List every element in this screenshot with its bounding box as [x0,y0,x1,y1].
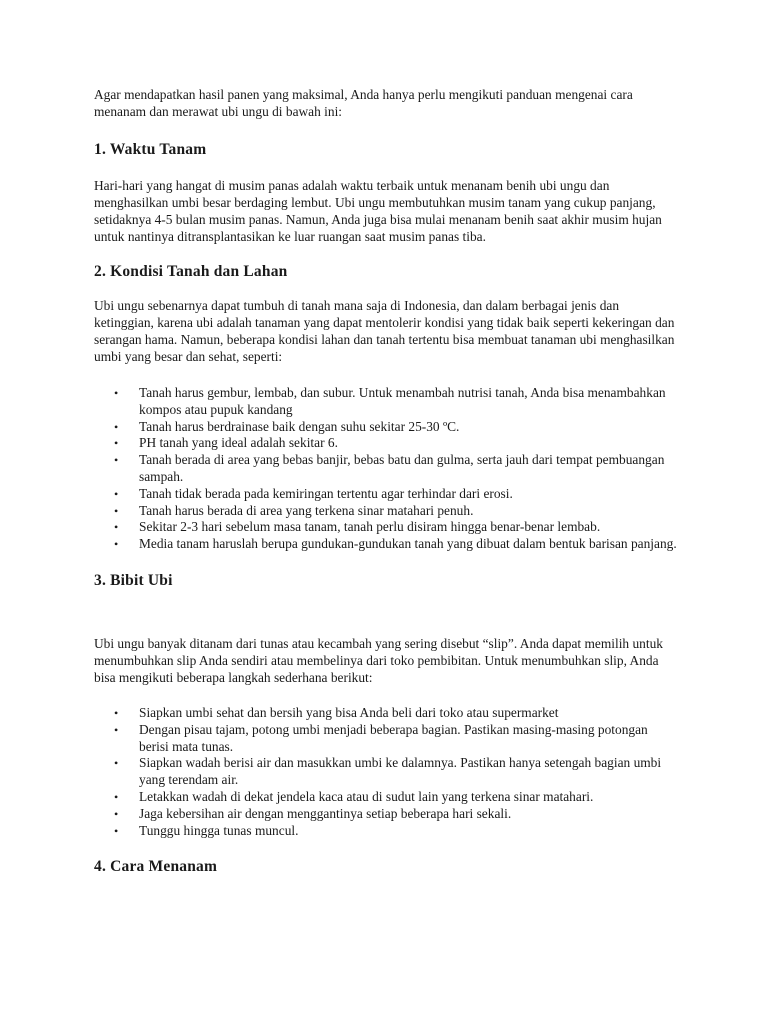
list-item: • Siapkan wadah berisi air dan masukkan umbi ke dalamnya. Pastikan hanya setengah bagian umbi yang terendam air. [94,755,678,789]
list-item: • Dengan pisau tajam, potong umbi menjadi beberapa bagian. Pastikan masing-masing potongan berisi mata tunas. [94,722,678,756]
list-item: • Media tanam haruslah berupa gundukan-gundukan tanah yang dibuat dalam bentuk barisan panjang. [94,536,678,553]
list-item: • Siapkan umbi sehat dan bersih yang bisa Anda beli dari toko atau supermarket [94,705,678,722]
section-heading-cara-menanam: 4. Cara Menanam [94,858,218,876]
section-heading-waktu-tanam: 1. Waktu Tanam [94,141,207,158]
section-paragraph-kondisi-tanah: Ubi ungu sebenarnya dapat tumbuh di tanah mana saja di Indonesia, dan dalam berbagai jenis dan ketinggian, karena ubi adalah tanaman yang dapat mentolerir kondisi yang tidak baik seperti kekeringan dan serangan hama. Namun, beberapa kondisi lahan dan tanah tertentu bisa membuat tanaman ubi menghasilkan umbi yang besar dan sehat, seperti: [94,298,675,364]
intro-paragraph: Agar mendapatkan hasil panen yang maksimal, Anda hanya perlu mengikuti panduan mengenai cara menanam dan merawat ubi ungu di bawah ini: [94,87,633,119]
section-paragraph-bibit-ubi: Ubi ungu banyak ditanam dari tunas atau kecambah yang sering disebut “slip”. Anda dapat memilih untuk menumbuhkan slip Anda sendiri atau membelinya dari toko pembibitan. Untuk menumbuhkan slip, Anda bisa mengikuti beberapa langkah sederhana berikut: [94,635,663,685]
list-item: • Tanah harus gembur, lembab, dan subur. Untuk menambah nutrisi tanah, Anda bisa menambahkan kompos atau pupuk kandang [94,385,678,419]
list-item: • Tanah harus berdrainase baik dengan suhu sekitar 25-30 ºC. [94,419,678,436]
bullet-list-kondisi-tanah [94,385,678,553]
list-item: • Jaga kebersihan air dengan menggantinya setiap beberapa hari sekali. [94,806,678,823]
bullet-list-bibit-ubi [94,705,678,839]
list-item: • PH tanah yang ideal adalah sekitar 6. [94,435,678,452]
section-heading-bibit-ubi: 3. Bibit Ubi [94,571,173,589]
list-item: • Tanah berada di area yang bebas banjir, bebas batu dan gulma, serta jauh dari tempat pembuangan sampah. [94,452,678,486]
section-paragraph-waktu-tanam: Hari-hari yang hangat di musim panas adalah waktu terbaik untuk menanam benih ubi ungu dan menghasilkan umbi besar berdaging lembut. Ubi ungu membutuhkan musim tanam yang cukup panjang, setidaknya 4-5 bulan musim panas. Namun, Anda juga bisa mulai menanam benih saat akhir musim hujan untuk nantinya ditransplantasikan ke luar ruangan saat musim panas tiba. [94,178,662,244]
list-item: • Tanah harus berada di area yang terkena sinar matahari penuh. [94,503,678,520]
list-item: • Letakkan wadah di dekat jendela kaca atau di sudut lain yang terkena sinar matahari. [94,789,678,806]
list-item: • Tunggu hingga tunas muncul. [94,823,678,840]
section-heading-kondisi-tanah: 2. Kondisi Tanah dan Lahan [94,263,288,280]
list-item: • Sekitar 2-3 hari sebelum masa tanam, tanah perlu disiram hingga benar-benar lembab. [94,519,678,536]
list-item: • Tanah tidak berada pada kemiringan tertentu agar terhindar dari erosi. [94,486,678,503]
